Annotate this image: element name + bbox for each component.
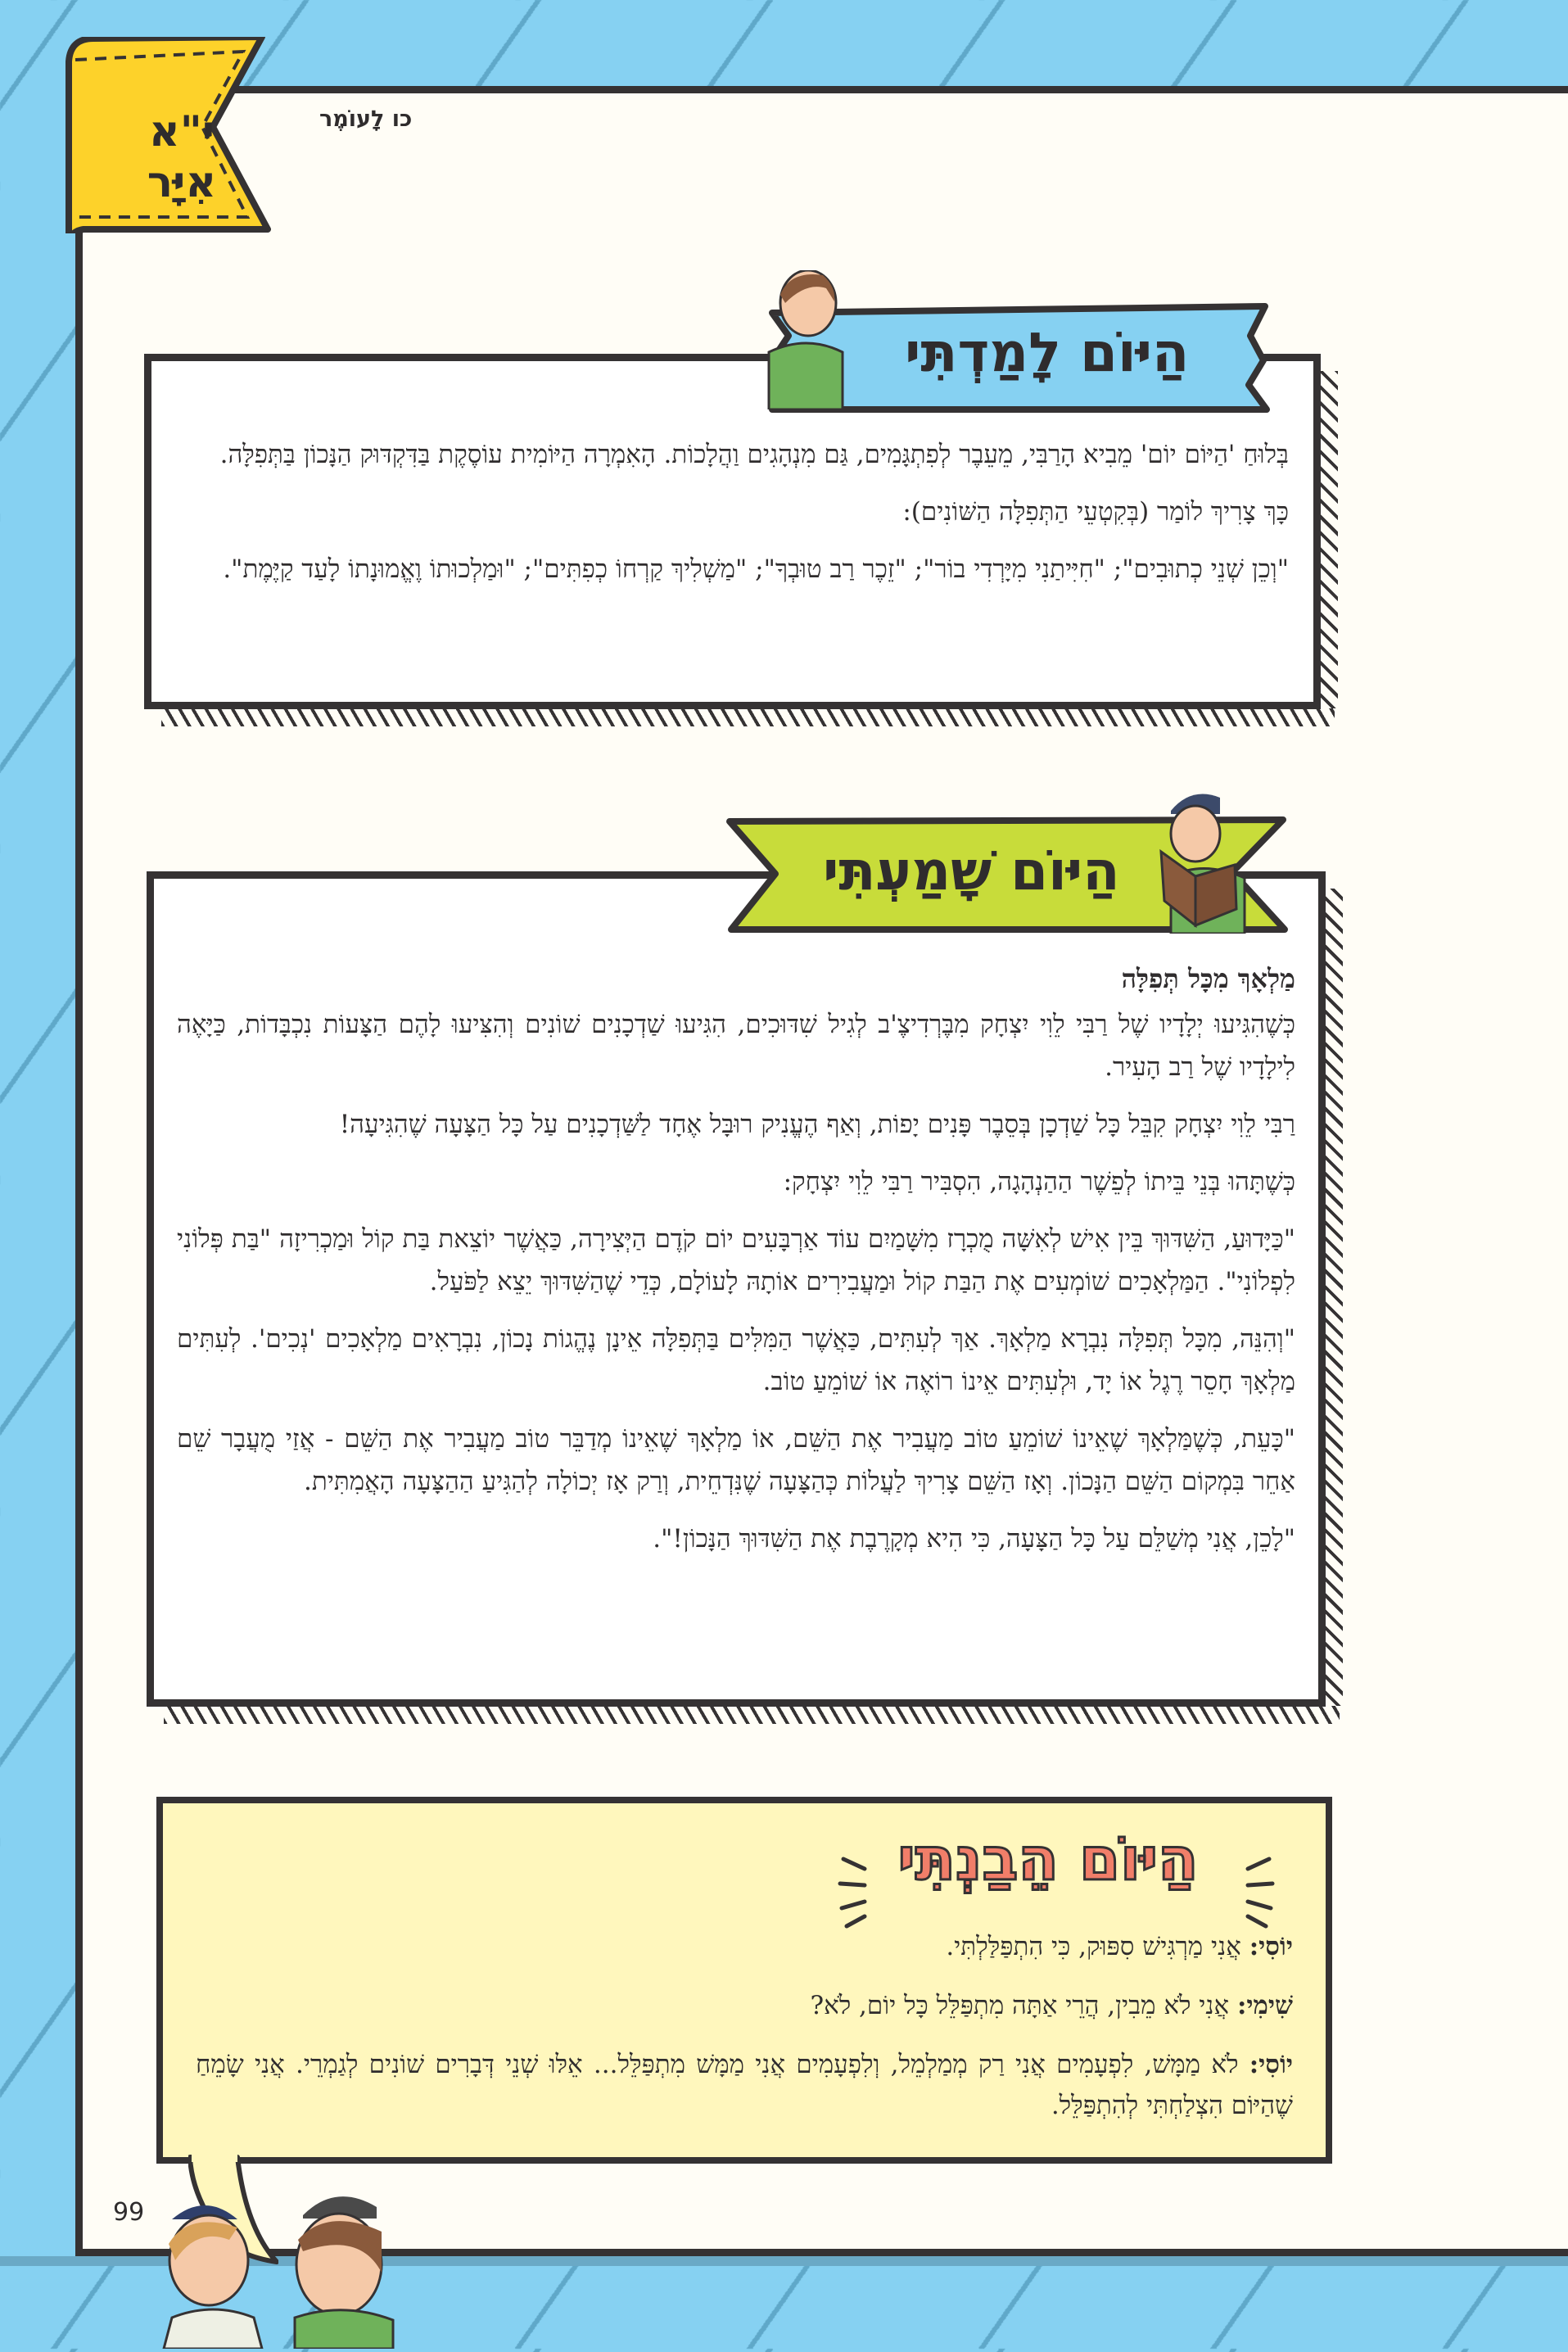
dialogue-line <box>196 2044 1293 2126</box>
story-paragraph: "כַּיָּדוּעַ, הַשִּׁדּוּךְ בֵּין אִישׁ לְאִשָּׁה מֻכְרָז מִשָּׁמַיִם עוֹד אַרְבָּעִים יוֹם קֹדֶם הַיְּצִירָה, כַּאֲשֶׁר יוֹצֵאת בַּת קוֹל וּמַכְרִיזָה "בַּת פְּלוֹנִי לִפְלוֹנִי". הַמַּלְאָכִים שׁוֹמְעִים אֶת הַבַּת קוֹל וּמַעֲבִירִים אוֹתָהּ לָעוֹלָם, כְּדֵי שֶׁהַשִּׁדּוּךְ יֵצֵא לַפֹּעַל. <box>177 1224 1295 1296</box>
story-title: מַלְאָךְ מִכָּל תְּפִלָּה <box>1121 963 1295 994</box>
story-paragraph: "כָּעֵת, כְּשֶׁמַּלְאָךְ שֶׁאֵינוֹ שׁוֹמֵעַ טוֹב מַעֲבִיר אֶת הַשֵּׁם, אוֹ מַלְאָךְ שֶׁאֵינוֹ מְדַבֵּר טוֹב מַעֲבִיר אֶת הַשֵּׁם - אֲזַי מֻעֲבָר שֵׁם אַחֵר בִּמְקוֹם הַשֵּׁם הַנָּכוֹן. וְאָז הַשֵּׁם צָרִיךְ לַעֲלוֹת כְּהַצָּעָה שֶׁנִּדְחֵית, וְרַק אָז יְכוֹלָה לְהַגִּיעַ הַהַצָּעָה הָאֲמִתִּית. <box>177 1424 1295 1496</box>
speaker-name: יוֹסִי: <box>1249 1932 1293 1961</box>
dialogue-line <box>196 1926 1293 1967</box>
speaker-name: יוֹסִי: <box>1249 2050 1294 2079</box>
date-day: י"א <box>148 107 215 156</box>
dialogue-text: אֲנִי לֹא מֵבִין, הֲרֵי אַתָּה מִתְפַּלֵּל כָּל יוֹם, לֹא? <box>810 1991 1230 2020</box>
date-flag <box>59 37 280 229</box>
burst-lines-right-icon <box>1236 1851 1277 1933</box>
boy-icon <box>757 270 856 409</box>
dialogue-line <box>196 1985 1293 2026</box>
hebrew-date <box>137 106 227 208</box>
dialogue-text: אֲנִי מַרְגִּישׁ סִפּוּק, כִּי הִתְפַּלַּלְתִּי. <box>946 1932 1241 1961</box>
learned-paragraph: כָּךְ צָרִיךְ לוֹמַר (בְּקִטְעֵי הַתְּפִלָּה הַשּׁוֹנִים): <box>902 497 1289 527</box>
story-paragraph: כְּשֶׁהִגִּיעוּ יְלָדָיו שֶׁל רַבִּי לֵוִי יִצְחָק מִבֶּרְדִיצֶ'ב לְגִיל שִׁדּוּכִים, הִגִּיעוּ שַׁדְכָנִים שׁוֹנִים וְהִצִּיעוּ לָהֶם הַצָּעוֹת נִכְבָּדוֹת, כַּיָּאֶה לִילָדָיו שֶׁל רַב הָעִיר. <box>177 1010 1295 1082</box>
learned-paragraph: בְּלוּחַ 'הַיּוֹם יוֹם' מֵבִיא הָרַבִּי, מֵעֵבֶר לְפִתְגָּמִים, גַּם מִנְהָגִים וַהֲלָכוֹת. הָאִמְרָה הַיּוֹמִית עוֹסֶקֶת בַּדִּקְדּוּק הַנָּכוֹן בַּתְּפִלָּה. <box>219 440 1289 469</box>
story-paragraph: כְּשֶׁתָּהוּ בְּנֵי בֵּיתוֹ לְפֵשֶׁר הַהַנְהָגָה, הִסְבִּיר רַבִּי לֵוִי יִצְחָק: <box>783 1167 1295 1196</box>
learned-title: הַיּוֹם לָמַדְתִּי <box>905 321 1190 384</box>
date-month: אִיָּר <box>147 158 217 207</box>
learned-paragraph: "וְכֵן שְׁנֵי כְתוּבִים"; "חִיִּיתַנִי מִיָּרְדִי בוֹר"; "זֵכֶר רַב טוּבְךָ"; "מַשְׁלִיךְ קַרְחוֹ כְפִתִּים"; "וּמַלְכוּתוֹ וֶאֱמוּנָתוֹ לָעַד קַיֶּמֶת". <box>223 554 1289 584</box>
story-paragraph: רַבִּי לֵוִי יִצְחָק קִבֵּל כָּל שַׁדְכָן בְּסֵבֶר פָּנִים יָפוֹת, וְאַף הֶעֱנִיק רוּבָּל אֶחָד לַשַּׁדְכָנִים עַל כָּל הַצָּעָה שֶׁהִגִּיעָה! <box>339 1110 1295 1139</box>
understood-title: הַיּוֹם הֵבַנְתִּי <box>897 1825 1199 1893</box>
heard-box <box>147 871 1326 1707</box>
boy-talking-icon <box>270 2182 434 2349</box>
reading-boy-icon <box>1146 786 1261 934</box>
page-number: 99 <box>113 2198 145 2227</box>
reading-boy-illustration <box>1146 786 1261 934</box>
story-paragraph: "לָכֵן, אֲנִי מְשַׁלֵּם עַל כָּל הַצָּעָה, כִּי הִיא מְקָרֶבֶת אֶת הַשִּׁדּוּךְ הַנָּכוֹן!". <box>653 1524 1295 1554</box>
omer-count: כו לָעוֹמֶר <box>319 106 413 132</box>
boy-talking-illustration <box>270 2182 434 2349</box>
dialogue-text: לֹא מַמָּשׁ, לִפְעָמִים אֲנִי רַק מְמַלְמֵל, וְלִפְעָמִים אֲנִי מַמָּשׁ מִתְפַּלֵּל... אֵלּוּ שְׁנֵי דְּבָרִים שׁוֹנִים לְגַמְרֵי. אֲנִי שָׂמֵחַ שֶׁהַיּוֹם הִצְלַחְתִּי לְהִתְפַּלֵּל. <box>196 2050 1293 2120</box>
story-paragraph: "וְהִנֵּה, מִכָּל תְּפִלָּה נִבְרָא מַלְאָךְ. אַךְ לְעִתִּים, כַּאֲשֶׁר הַמִּלִּים בַּתְּפִלָּה אֵינָן נֶהֱגוֹת נָכוֹן, נִבְרָאִים מַלְאָכִים 'נְכִים'. לְעִתִּים מַלְאָךְ חָסֵר רֶגֶל אוֹ יָד, וּלְעִתִּים אֵינוֹ רוֹאֶה אוֹ שׁוֹמֵעַ טוֹב. <box>177 1324 1295 1396</box>
boy-illustration <box>757 270 856 409</box>
heard-title: הַיּוֹם שָׁמַעְתִּי <box>823 839 1120 902</box>
speaker-name: שִׁימִי: <box>1236 1991 1293 2020</box>
